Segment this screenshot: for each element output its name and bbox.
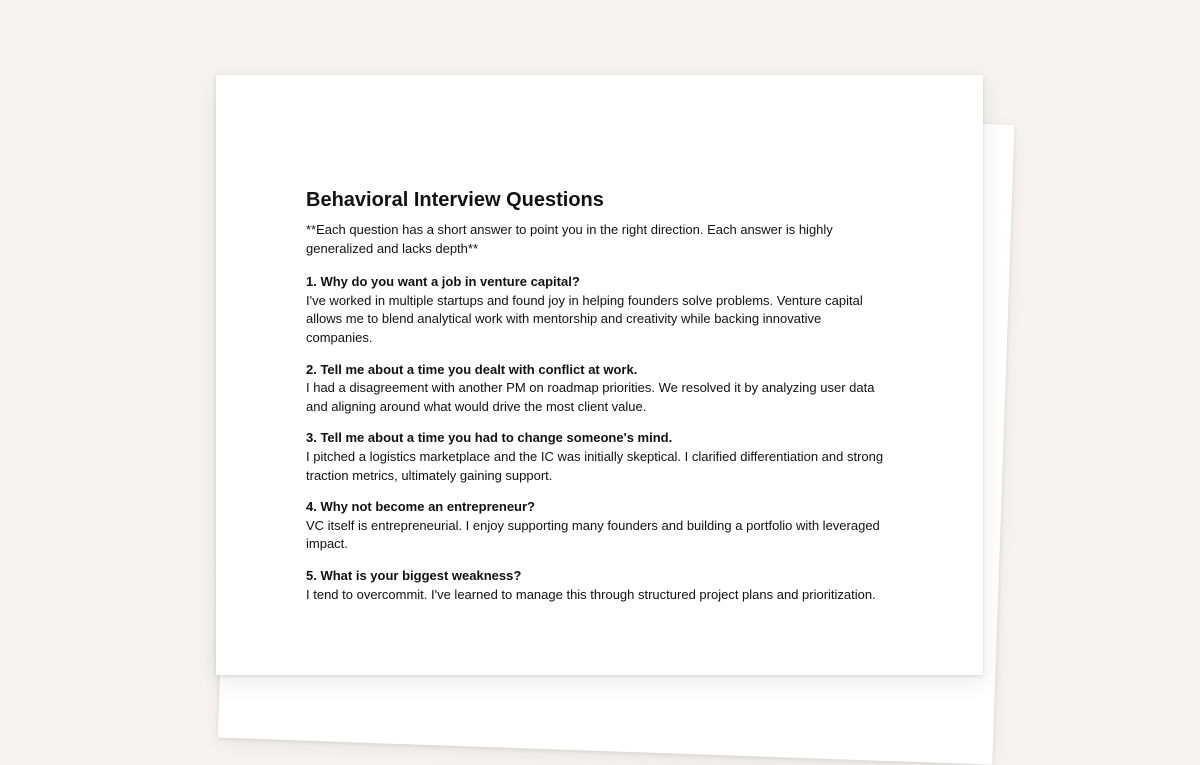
document-content	[306, 187, 891, 617]
answer-text: I had a disagreement with another PM on roadmap priorities. We resolved it by analyzing user data and aligning around what would drive the most client value.	[306, 380, 875, 414]
qa-item	[306, 361, 891, 417]
answer-text: I pitched a logistics marketplace and the IC was initially skeptical. I clarified differentiation and strong traction metrics, ultimately gaining support.	[306, 448, 884, 483]
qa-item	[306, 273, 891, 347]
qa-item	[306, 567, 891, 604]
question-text: 1. Why do you want a job in venture capital?	[306, 274, 580, 290]
answer-text: I've worked in multiple startups and found joy in helping founders solve problems. Venture capital allows me to blend analytical work with mentorship and creativity while backing innovative companies.	[306, 292, 863, 345]
document-page	[216, 75, 983, 675]
document-intro: **Each question has a short answer to point you in the right direction. Each answer is highly generalized and lacks depth**	[306, 222, 833, 256]
question-text: 2. Tell me about a time you dealt with conflict at work.	[306, 361, 638, 377]
question-text: 4. Why not become an entrepreneur?	[306, 499, 535, 515]
qa-item	[306, 429, 891, 485]
answer-text: I tend to overcommit. I've learned to manage this through structured project plans and prioritization.	[306, 586, 876, 602]
document-title: Behavioral Interview Questions	[306, 189, 604, 211]
question-text: 5. What is your biggest weakness?	[306, 567, 522, 583]
qa-item	[306, 498, 891, 554]
answer-text: VC itself is entrepreneurial. I enjoy supporting many founders and building a portfolio with leveraged impact.	[306, 517, 880, 552]
question-text: 3. Tell me about a time you had to change someone's mind.	[306, 430, 673, 446]
